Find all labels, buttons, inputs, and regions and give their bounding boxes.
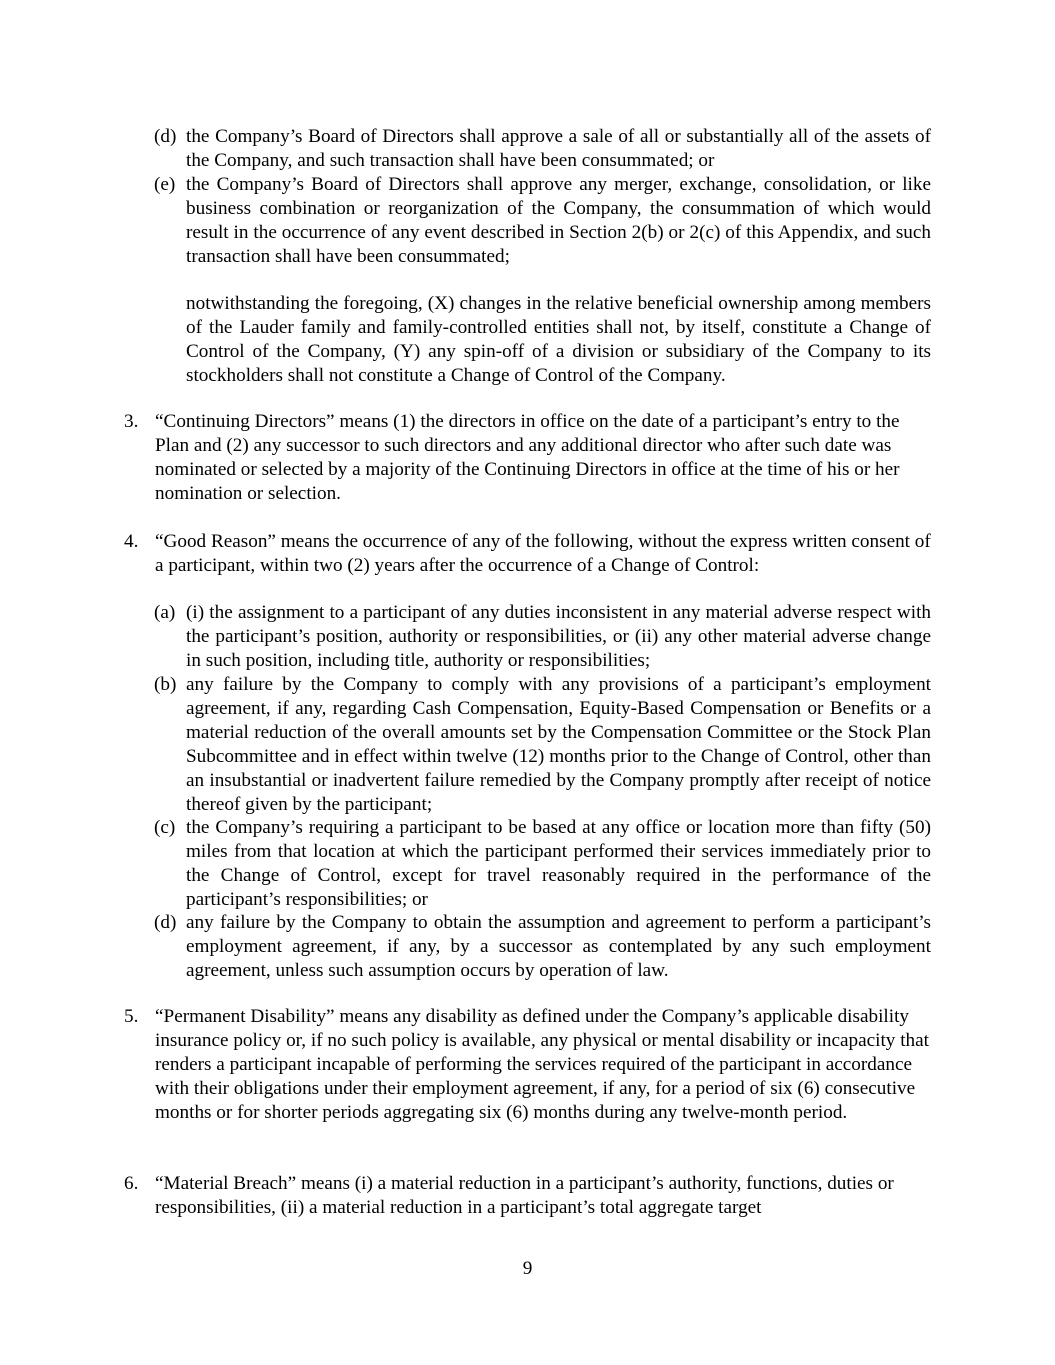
list-text: the Company’s Board of Directors shall approve a sale of all or substantially all of the assets of the Company, and such transaction shall have been consummated; or — [186, 126, 931, 171]
list-label: (e) — [154, 174, 176, 195]
list-label: (a) — [154, 602, 176, 623]
section-number: 3. — [124, 411, 139, 432]
list-label: (b) — [154, 674, 177, 695]
list-label: (c) — [154, 817, 176, 838]
list-text: the Company’s Board of Directors shall approve any merger, exchange, consolidation, or like business combination or reorganization of the Company, the consummation of which would result in the occurrence of any event described in Section 2(b) or 2(c) of this Appendix, and such transaction shall have been consummated; — [186, 174, 931, 267]
list-label: (d) — [154, 912, 177, 933]
section-text: “Continuing Directors” means (1) the directors in office on the date of a participant’s entry to the Plan and (2) any successor to such directors and any additional director who after such date was nominated or selected by a majority of the Continuing Directors in office at the time of his or her nomination or selection. — [155, 411, 900, 504]
section-number: 6. — [124, 1173, 139, 1194]
section-text: “Good Reason” means the occurrence of any of the following, without the express written consent of a participant, within two (2) years after the occurrence of a Change of Control: — [155, 531, 931, 576]
list-label: (d) — [154, 126, 177, 147]
page-number: 9 — [522, 1258, 533, 1279]
section-text: “Material Breach” means (i) a material reduction in a participant’s authority, functions, duties or responsibilities, (ii) a material reduction in a participant’s total aggregate target — [155, 1173, 894, 1218]
list-text: the Company’s requiring a participant to be based at any office or location more than fifty (50) miles from that location at which the participant performed their services immediately prior to the Change of Control, except for travel reasonably required in the performance of the participant’s responsibilities; or — [186, 817, 931, 910]
list-text: any failure by the Company to comply with any provisions of a participant’s employment agreement, if any, regarding Cash Compensation, Equity-Based Compensation or Benefits or a material reduction of the overall amounts set by the Compensation Committee or the Stock Plan Subcommittee and in effect within twelve (12) months prior to the Change of Control, other than an insubstantial or inadvertent failure remedied by the Company promptly after receipt of notice thereof given by the participant; — [186, 674, 931, 815]
section-number: 5. — [124, 1006, 139, 1027]
section-number: 4. — [124, 531, 139, 552]
list-text: (i) the assignment to a participant of any duties inconsistent in any material adverse respect with the participant’s position, authority or responsibilities, or (ii) any other material adverse change in such position, including title, authority or responsibilities; — [186, 602, 931, 671]
notwithstanding-paragraph: notwithstanding the foregoing, (X) changes in the relative beneficial ownership among members of the Lauder family and family-controlled entities shall not, by itself, constitute a Change of Control of the Company, (Y) any spin-off of a division or subsidiary of the Company to its stockholders shall not constitute a Change of Control of the Company. — [186, 293, 931, 386]
section-text: “Permanent Disability” means any disability as defined under the Company’s applicable disability insurance policy or, if no such policy is available, any physical or mental disability or incapacity that renders a participant incapable of performing the services required of the participant in accordance with their obligations under their employment agreement, if any, for a period of six (6) consecutive months or for shorter periods aggregating six (6) months during any twelve-month period. — [155, 1006, 929, 1123]
list-text: any failure by the Company to obtain the assumption and agreement to perform a participant’s employment agreement, if any, by a successor as contemplated by any such employment agreement, unless such assumption occurs by operation of law. — [186, 912, 931, 981]
